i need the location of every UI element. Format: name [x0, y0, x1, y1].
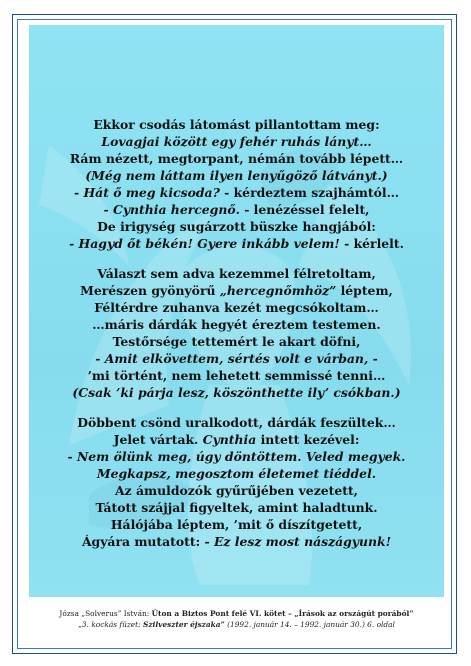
poem-line-segment: Merészen gyönyörű [80, 283, 220, 298]
poem-line-segment: „hercegnőmhöz” [219, 283, 337, 298]
poem-line-segment: - Hát ő meg kicsoda? [74, 185, 220, 200]
poem-line-segment: - Nem ölünk meg, úgy döntöttem. Veled megyek. [67, 449, 406, 464]
poem-stanza [29, 116, 444, 252]
poem-line-segment: Az ámuldozók gyűrűjében vezetett, [115, 483, 358, 498]
poem-line-segment: - lenézéssel felelt, [239, 202, 370, 217]
poem-line [29, 282, 444, 299]
poem-line [29, 448, 444, 465]
poem-line-segment: Ekkor csodás látomást pillantottam meg: [93, 117, 380, 132]
poem-line-segment: - Ez lesz most nászágyunk! [204, 534, 392, 549]
poem-line-segment: …máris dárdák hegyét éreztem testemen. [92, 317, 381, 332]
poem-line-segment: Döbbent csönd uralkodott, dárdák feszültek… [77, 415, 396, 430]
poem-line [29, 333, 444, 350]
poem-line-segment: Rám nézett, megtorpant, némán tovább lépett… [69, 151, 404, 166]
poem-line-segment: Cynthia [202, 432, 257, 447]
poem-line-segment: De irigység sugárzott büszke hangjából: [97, 219, 376, 234]
poem-line [29, 235, 444, 252]
poem-line-segment: intett kezével: [256, 432, 360, 447]
poem-stanza [29, 265, 444, 401]
poem-line-segment: Választ sem adva kezemmel félretoltam, [97, 266, 376, 281]
poem-line-segment: ’mi történt, nem lehetett semmissé tenni… [87, 368, 386, 383]
footer-segment: (1992. január 14. – 1992. január 30.) 6. oldal [224, 620, 395, 629]
poem-line-segment: - Cynthia hercegnő. [103, 202, 240, 217]
poem-line [29, 167, 444, 184]
footer-segment: Józsa „Solverus” István: [59, 609, 152, 618]
footer-source-line [29, 619, 444, 630]
poem-line [29, 367, 444, 384]
poem-line-segment: - kérdeztem szajhámtól… [219, 185, 399, 200]
poem-line [29, 116, 444, 133]
poem-line [29, 465, 444, 482]
footer-segment: Úton a Biztos Pont felé VI. kötet – „Írások az országút porából” [151, 609, 414, 618]
footer-citation-line [29, 608, 444, 619]
poem-line-segment: (Még nem láttam ilyen lenyűgöző látványt.) [85, 168, 388, 183]
poem-line [29, 316, 444, 333]
poem-line [29, 384, 444, 401]
poem-line-segment: léptem, [336, 283, 393, 298]
poem-line-segment: Féltérdre zuhanva kezét megcsókoltam… [94, 300, 379, 315]
poem-line [29, 218, 444, 235]
poem-line [29, 516, 444, 533]
poem-line-segment: - kérlelt. [339, 236, 404, 251]
poem-line-segment: Ágyára mutatott: [81, 534, 205, 549]
poem-line-segment: - Amit elkövettem, sértés volt e várban, - [95, 351, 378, 366]
page-footer [29, 608, 444, 630]
poem-stanza [29, 414, 444, 550]
poem-line-segment: Megkapsz, megosztom életemet tiéddel. [96, 466, 377, 481]
poem-line [29, 482, 444, 499]
footer-segment: „3. kockás füzet: [78, 620, 143, 629]
poem-line [29, 133, 444, 150]
poem-line [29, 265, 444, 282]
poem-line-segment: Tátott szájjal figyeltek, amint haladtunk. [95, 500, 378, 515]
poem-line-segment: Lovagjai között egy fehér ruhás lányt… [101, 134, 372, 149]
poem-line-segment: - Hagyd őt békén! Gyere inkább velem! [69, 236, 340, 251]
poem-line [29, 184, 444, 201]
poem-line-segment: Testőrsége tettemért le akart döfni, [112, 334, 361, 349]
poem-line-segment: (Csak ’ki párja lesz, köszönthette ily’ csókban.) [72, 385, 401, 400]
poem-text [29, 116, 444, 563]
poem-line [29, 499, 444, 516]
poem-line [29, 350, 444, 367]
poem-line-segment: Hálójába léptem, ’mit ő díszítgetett, [110, 517, 363, 532]
footer-segment: Szilveszter éjszaka” [143, 620, 225, 629]
poem-line [29, 299, 444, 316]
poem-line [29, 533, 444, 550]
poem-line [29, 431, 444, 448]
poem-line [29, 150, 444, 167]
poem-line [29, 414, 444, 431]
poem-line [29, 201, 444, 218]
poem-line-segment: Jelet vártak. [113, 432, 203, 447]
